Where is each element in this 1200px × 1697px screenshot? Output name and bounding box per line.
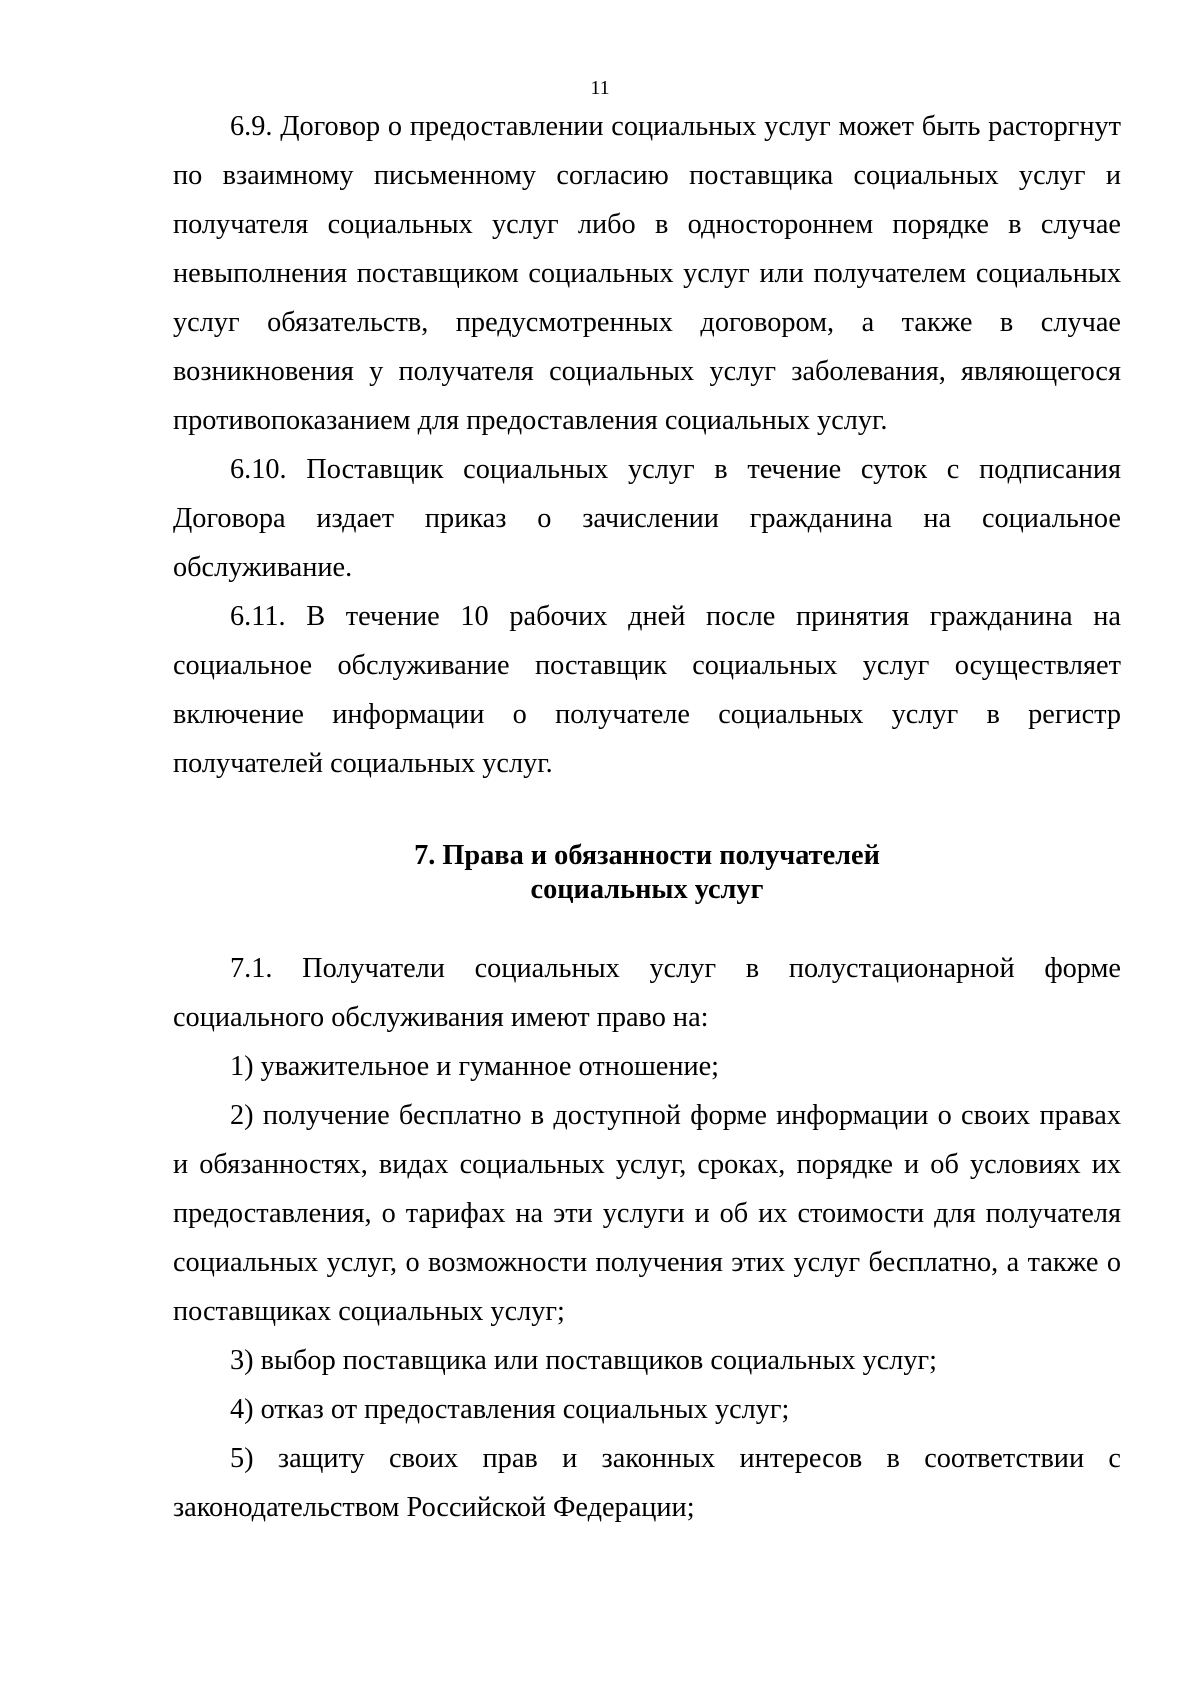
list-item-3: 3) выбор поставщика или поставщиков социальных услуг; xyxy=(230,1345,938,1376)
list-item-5: 5) защиту своих прав и законных интересов в соответствии с законодательством Российской Федерации; xyxy=(173,1443,1121,1523)
section-7-heading-line-2: социальных услуг xyxy=(530,874,764,905)
paragraph-7-1: 7.1. Получатели социальных услуг в полустационарной форме социального обслуживания имеют право на: xyxy=(173,953,1121,1033)
list-item-4: 4) отказ от предоставления социальных услуг; xyxy=(230,1394,790,1425)
list-item-1: 1) уважительное и гуманное отношение; xyxy=(230,1051,720,1082)
list-item-2: 2) получение бесплатно в доступной форме информации о своих правах и обязанностях, видах социальных услуг, сроках, порядке и об условиях их предоставления, о тарифах на эти услуги и об их стоимости для получателя социальных услуг, о возможности получения этих услуг бесплатно, а также о поставщиках социальных услуг; xyxy=(173,1100,1121,1327)
paragraph-6-11: 6.11. В течение 10 рабочих дней после принятия гражданина на социальное обслуживание поставщик социальных услуг осуществляет включение информации о получателе социальных услуг в регистр получателей социальных услуг. xyxy=(173,601,1121,779)
paragraph-6-10: 6.10. Поставщик социальных услуг в течение суток с подписания Договора издает приказ о зачислении гражданина на социальное обслуживание. xyxy=(173,454,1121,583)
section-7-heading-line-1: 7. Права и обязанности получателей xyxy=(414,840,880,871)
document-body xyxy=(173,102,1121,1532)
paragraph-6-9: 6.9. Договор о предоставлении социальных услуг может быть расторгнут по взаимному письменному согласию поставщика социальных услуг и получателя социальных услуг либо в одностороннем порядке в случае невыполнения поставщиком социальных услуг или получателем социальных услуг обязательств, предусмотренных договором, а также в случае возникновения у получателя социальных услуг заболевания, являющегося противопоказанием для предоставления социальных услуг. xyxy=(173,111,1121,436)
page-number: 11 xyxy=(590,77,610,99)
section-7-heading xyxy=(173,839,1121,907)
